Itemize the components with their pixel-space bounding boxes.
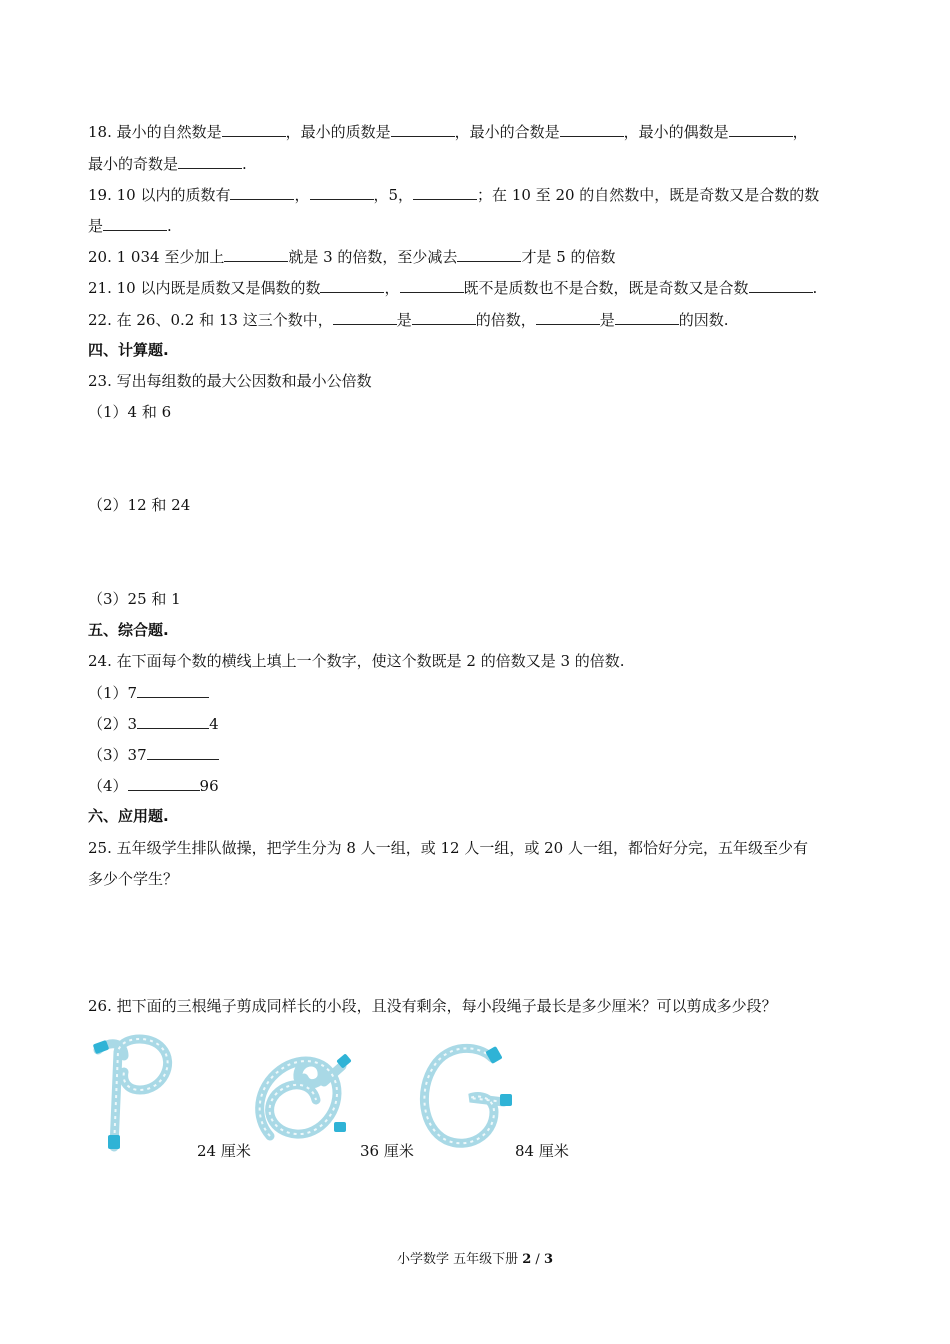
rope-g-image [412,1036,522,1156]
question-19-line2: 是 . [88,217,172,235]
rope-knot-loop [298,1062,322,1084]
rope-length-label: 36 厘米 [360,1142,414,1160]
answer-blank[interactable] [457,246,521,262]
answer-blank[interactable] [178,153,242,169]
question-18-line1: 18. 最小的自然数是 ，最小的质数是 ，最小的合数是 ，最小的偶数是 ， [88,123,808,141]
rope-end [485,1046,502,1064]
question-25-line2: 多少个学生？ [88,870,179,888]
answer-blank[interactable] [615,309,679,325]
answer-blank[interactable] [310,184,374,200]
question-20: 20. 1 034 至少加上 就是 3 的倍数，至少减去 才是 5 的倍数 [88,248,616,266]
answer-blank[interactable] [333,309,397,325]
answer-blank[interactable] [222,121,286,137]
answer-blank[interactable] [320,277,384,293]
answer-blank[interactable] [536,309,600,325]
rope-knot-image [250,1048,360,1148]
page-number: 2 [522,1252,532,1267]
question-25-line1: 25. 五年级学生排队做操，把学生分为 8 人一组，或 12 人一组，或 20 人一组，都恰好分完，五年级至少有 [88,839,808,857]
question-24-part3: （3）37 [88,744,219,765]
question-21: 21. 10 以内既是质数又是偶数的数 ， 既不是质数也不是合数，既是奇数又是合数 . [88,279,818,297]
answer-blank[interactable] [137,682,209,698]
answer-blank[interactable] [400,277,464,293]
section-heading-application: 六、应用题. [88,807,169,825]
page-total: 3 [543,1252,553,1267]
answer-blank[interactable] [391,121,455,137]
answer-blank[interactable] [147,744,219,760]
answer-blank[interactable] [128,775,200,791]
answer-blank[interactable] [560,121,624,137]
question-23-part1: （1）4 和 6 [88,403,172,421]
question-26-title: 26. 把下面的三根绳子剪成同样长的小段，且没有剩余，每小段绳子最长是多少厘米？可以剪成多少段？ [88,997,777,1015]
question-19-line1: 19. 10 以内的质数有 ， ，5， ；在 10 至 20 的自然数中，既是奇数又是合数的数 [88,186,820,204]
rope-length-label: 84 厘米 [515,1142,569,1160]
question-22: 22. 在 26、0.2 和 13 这三个数中， 是 的倍数， 是 的因数. [88,311,729,329]
answer-blank[interactable] [749,277,813,293]
question-23-title: 23. 写出每组数的最大公因数和最小公倍数 [88,372,372,390]
question-24-title: 24. 在下面每个数的横线上填上一个数字，使这个数既是 2 的倍数又是 3 的倍数. [88,652,625,670]
answer-blank[interactable] [103,215,167,231]
question-23-part3: （3）25 和 1 [88,590,181,608]
question-24-part1: （1）7 [88,682,209,703]
rope-end [500,1094,512,1106]
section-heading-comprehensive: 五、综合题. [88,621,169,639]
rope-end [108,1135,120,1149]
rope-p-image [90,1032,200,1157]
answer-blank[interactable] [412,309,476,325]
question-18-line2: 最小的奇数是 . [88,155,247,173]
question-24-part4: （4） 96 [88,777,219,795]
answer-blank[interactable] [224,246,288,262]
answer-blank[interactable] [729,121,793,137]
page-footer: 小学数学 五年级下册 2 / 3 [396,1252,553,1267]
question-23-part2: （2）12 和 24 [88,496,191,514]
question-24-part2: （2）3 4 [88,715,219,733]
answer-blank[interactable] [137,713,209,729]
section-heading-calculation: 四、计算题. [88,341,169,359]
rope-end [334,1122,346,1132]
answer-blank[interactable] [230,184,294,200]
answer-blank[interactable] [413,184,477,200]
rope-length-label: 24 厘米 [197,1142,251,1160]
